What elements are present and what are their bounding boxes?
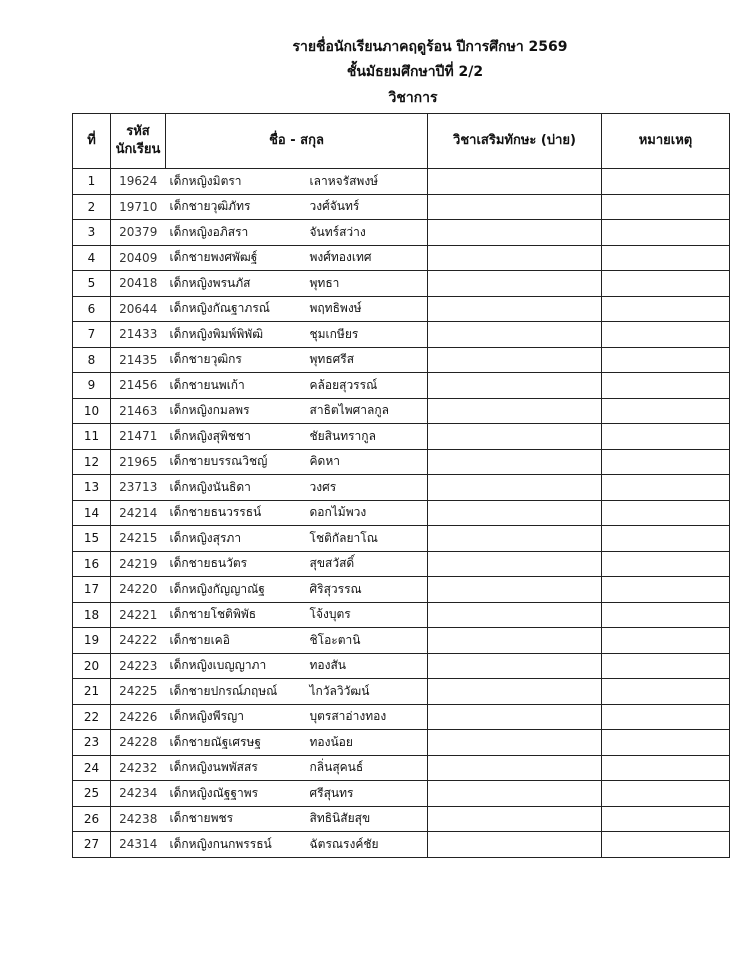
student-last-name: ชุมเกษียร — [309, 326, 359, 341]
student-name-cell — [166, 347, 428, 373]
table-header-row — [73, 114, 730, 169]
table-row — [73, 373, 730, 399]
student-first-name: เด็กหญิงมิตรา — [169, 173, 242, 188]
student-id: 24226 — [111, 704, 166, 730]
student-last-name: สุขสวัสดิ์ — [309, 556, 355, 571]
row-number: 21 — [73, 679, 111, 705]
student-last-name: บุตรสาอ่างทอง — [309, 709, 387, 724]
student-last-name: คล้อยสุวรรณ์ — [309, 377, 378, 392]
row-number: 22 — [73, 704, 111, 730]
row-number: 2 — [73, 194, 111, 220]
subject-cell — [428, 322, 602, 348]
subject-cell — [428, 296, 602, 322]
row-number: 17 — [73, 577, 111, 603]
row-number: 24 — [73, 755, 111, 781]
note-cell — [602, 679, 730, 705]
row-number: 10 — [73, 398, 111, 424]
student-first-name: เด็กหญิงกัญญาณัฐ — [169, 581, 265, 596]
student-name-cell — [166, 194, 428, 220]
student-first-name: เด็กหญิงพิมพ์พิพัฒิ — [169, 326, 264, 341]
table-row — [73, 322, 730, 348]
student-first-name: เด็กชายบรรณวิชญ์ — [169, 454, 268, 469]
note-cell — [602, 322, 730, 348]
student-last-name: พงศ์ทองเทศ — [309, 250, 372, 265]
student-id: 21433 — [111, 322, 166, 348]
subject-cell — [428, 628, 602, 654]
note-cell — [602, 347, 730, 373]
student-last-name: ศิริสุวรรณ — [309, 581, 362, 596]
subject-cell — [428, 832, 602, 858]
note-cell — [602, 526, 730, 552]
row-number: 14 — [73, 500, 111, 526]
student-last-name: จันทร์สว่าง — [309, 224, 366, 239]
table-row — [73, 653, 730, 679]
table-row — [73, 245, 730, 271]
subject-cell — [428, 220, 602, 246]
note-cell — [602, 730, 730, 756]
student-id: 23713 — [111, 475, 166, 501]
table-row — [73, 220, 730, 246]
student-name-cell — [166, 602, 428, 628]
student-id: 24222 — [111, 628, 166, 654]
subject-cell — [428, 577, 602, 603]
student-first-name: เด็กชายธนวัตร — [169, 556, 248, 571]
student-first-name: เด็กหญิงกมลพร — [169, 403, 250, 418]
student-name-cell — [166, 296, 428, 322]
row-number: 9 — [73, 373, 111, 399]
table-row — [73, 806, 730, 832]
student-first-name: เด็กชายวุฒิภัทร — [169, 199, 251, 214]
subject-cell — [428, 271, 602, 297]
student-name-cell — [166, 730, 428, 756]
row-number: 19 — [73, 628, 111, 654]
table-row — [73, 347, 730, 373]
student-id: 21471 — [111, 424, 166, 450]
table-row — [73, 296, 730, 322]
column-header-student-id-line2: นักเรียน — [115, 142, 161, 157]
student-first-name: เด็กหญิงสุพิชชา — [169, 428, 251, 443]
note-cell — [602, 194, 730, 220]
subject-cell — [428, 679, 602, 705]
subject-cell — [428, 781, 602, 807]
note-cell — [602, 551, 730, 577]
row-number: 27 — [73, 832, 111, 858]
subject-cell — [428, 194, 602, 220]
student-id: 24215 — [111, 526, 166, 552]
student-last-name: ฉัตรณรงค์ชัย — [309, 836, 379, 851]
subject-cell — [428, 526, 602, 552]
student-last-name: เลาหจรัสพงษ์ — [309, 173, 379, 188]
subject-cell — [428, 730, 602, 756]
student-name-cell — [166, 424, 428, 450]
table-row — [73, 169, 730, 195]
table-row — [73, 551, 730, 577]
subject-cell — [428, 806, 602, 832]
section-name: วิชาการ — [388, 90, 438, 106]
table-row — [73, 194, 730, 220]
student-last-name: พุทธา — [309, 275, 340, 290]
row-number: 4 — [73, 245, 111, 271]
student-name-cell — [166, 628, 428, 654]
student-first-name: เด็กหญิงพรนภัส — [169, 275, 251, 290]
table-row — [73, 577, 730, 603]
column-header-student-id — [111, 114, 166, 169]
column-header-name: ชื่อ - สกุล — [166, 114, 428, 169]
student-last-name: โจ้งบุตร — [309, 607, 351, 622]
student-last-name: ศรีสุนทร — [309, 785, 354, 800]
student-last-name: ชัยสินทรากูล — [309, 428, 376, 443]
note-cell — [602, 577, 730, 603]
column-header-subject: วิชาเสริมทักษะ (บ่าย) — [428, 114, 602, 169]
column-header-note: หมายเหตุ — [602, 114, 730, 169]
subject-cell — [428, 449, 602, 475]
table-row — [73, 449, 730, 475]
note-cell — [602, 500, 730, 526]
student-id: 20644 — [111, 296, 166, 322]
student-first-name: เด็กชายนพเก้า — [169, 377, 245, 392]
row-number: 15 — [73, 526, 111, 552]
student-roster-table — [72, 113, 730, 858]
note-cell — [602, 296, 730, 322]
note-cell — [602, 704, 730, 730]
student-id: 21965 — [111, 449, 166, 475]
student-id: 24232 — [111, 755, 166, 781]
student-id: 24225 — [111, 679, 166, 705]
student-id: 20379 — [111, 220, 166, 246]
student-name-cell — [166, 526, 428, 552]
student-last-name: สิทธินิสัยสุข — [309, 811, 371, 826]
row-number: 6 — [73, 296, 111, 322]
student-id: 24238 — [111, 806, 166, 832]
student-last-name: คิดหา — [309, 454, 340, 469]
note-cell — [602, 398, 730, 424]
row-number: 26 — [73, 806, 111, 832]
table-row — [73, 832, 730, 858]
student-name-cell — [166, 398, 428, 424]
row-number: 25 — [73, 781, 111, 807]
subject-cell — [428, 551, 602, 577]
student-id: 19710 — [111, 194, 166, 220]
row-number: 20 — [73, 653, 111, 679]
table-row — [73, 602, 730, 628]
subject-cell — [428, 398, 602, 424]
student-id: 24223 — [111, 653, 166, 679]
student-id: 24228 — [111, 730, 166, 756]
subject-cell — [428, 602, 602, 628]
table-row — [73, 679, 730, 705]
row-number: 1 — [73, 169, 111, 195]
note-cell — [602, 628, 730, 654]
row-number: 16 — [73, 551, 111, 577]
subject-cell — [428, 704, 602, 730]
student-last-name: สาธิตไพศาลกูล — [309, 403, 389, 418]
student-id: 21456 — [111, 373, 166, 399]
note-cell — [602, 271, 730, 297]
student-last-name: ดอกไม้พวง — [309, 505, 367, 520]
student-first-name: เด็กหญิงสุรภา — [169, 530, 242, 545]
student-last-name: ทองสัน — [309, 658, 347, 673]
subject-cell — [428, 475, 602, 501]
student-name-cell — [166, 755, 428, 781]
student-id: 20418 — [111, 271, 166, 297]
row-number: 18 — [73, 602, 111, 628]
student-id: 24221 — [111, 602, 166, 628]
column-header-no: ที่ — [73, 114, 111, 169]
student-name-cell — [166, 245, 428, 271]
student-name-cell — [166, 322, 428, 348]
student-name-cell — [166, 653, 428, 679]
note-cell — [602, 602, 730, 628]
student-id: 21463 — [111, 398, 166, 424]
table-row — [73, 475, 730, 501]
table-row — [73, 526, 730, 552]
note-cell — [602, 424, 730, 450]
student-first-name: เด็กหญิงกัณฐาภรณ์ — [169, 301, 270, 316]
student-name-cell — [166, 806, 428, 832]
table-row — [73, 755, 730, 781]
row-number: 3 — [73, 220, 111, 246]
student-first-name: เด็กชายโชติพิพัธ — [169, 607, 257, 622]
class-level: ชั้นมัธยมศึกษาปีที่ 2/2 — [346, 64, 484, 80]
student-first-name: เด็กหญิงณัฐฐาพร — [169, 785, 259, 800]
student-last-name: โชติกัลยาโณ — [309, 530, 378, 545]
note-cell — [602, 220, 730, 246]
row-number: 5 — [73, 271, 111, 297]
student-first-name: เด็กหญิงพีรญา — [169, 709, 244, 724]
student-id: 24314 — [111, 832, 166, 858]
student-first-name: เด็กหญิงอภิสรา — [169, 224, 249, 239]
student-name-cell — [166, 449, 428, 475]
row-number: 8 — [73, 347, 111, 373]
row-number: 13 — [73, 475, 111, 501]
table-row — [73, 500, 730, 526]
student-id: 19624 — [111, 169, 166, 195]
column-header-student-id-line1: รหัส — [126, 124, 150, 139]
student-first-name: เด็กชายพชร — [169, 811, 234, 826]
subject-cell — [428, 347, 602, 373]
table-row — [73, 398, 730, 424]
student-last-name: วงศร — [309, 479, 337, 494]
table-row — [73, 730, 730, 756]
student-id: 24234 — [111, 781, 166, 807]
note-cell — [602, 245, 730, 271]
row-number: 7 — [73, 322, 111, 348]
note-cell — [602, 373, 730, 399]
table-row — [73, 424, 730, 450]
row-number: 23 — [73, 730, 111, 756]
subject-cell — [428, 245, 602, 271]
document-title: รายชื่อนักเรียนภาคฤดูร้อน ปีการศึกษา 2569 — [292, 39, 568, 55]
student-name-cell — [166, 271, 428, 297]
note-cell — [602, 449, 730, 475]
student-id: 24219 — [111, 551, 166, 577]
student-id: 21435 — [111, 347, 166, 373]
student-id: 24214 — [111, 500, 166, 526]
row-number: 12 — [73, 449, 111, 475]
subject-cell — [428, 653, 602, 679]
student-last-name: ทองน้อย — [309, 734, 353, 749]
student-last-name: พุทธศรีส — [309, 352, 355, 367]
subject-cell — [428, 424, 602, 450]
student-first-name: เด็กหญิงนันธิดา — [169, 479, 251, 494]
note-cell — [602, 832, 730, 858]
note-cell — [602, 169, 730, 195]
student-name-cell — [166, 220, 428, 246]
student-name-cell — [166, 373, 428, 399]
student-name-cell — [166, 679, 428, 705]
student-name-cell — [166, 832, 428, 858]
student-first-name: เด็กชายณัฐเศรษฐ — [169, 734, 262, 749]
subject-cell — [428, 500, 602, 526]
student-first-name: เด็กหญิงเบญญาภา — [169, 658, 267, 673]
student-id: 20409 — [111, 245, 166, 271]
table-row — [73, 704, 730, 730]
student-name-cell — [166, 169, 428, 195]
note-cell — [602, 475, 730, 501]
student-last-name: กลิ่นสุคนธ์ — [309, 760, 364, 775]
student-name-cell — [166, 551, 428, 577]
student-first-name: เด็กชายเคอิ — [169, 632, 230, 647]
table-row — [73, 781, 730, 807]
student-last-name: ไกวัลวิวัฒน์ — [309, 683, 370, 698]
student-name-cell — [166, 781, 428, 807]
student-first-name: เด็กชายพงศพัฒฐ์ — [169, 250, 258, 265]
student-name-cell — [166, 500, 428, 526]
student-name-cell — [166, 704, 428, 730]
student-first-name: เด็กชายปกรณ์ภฤษณ์ — [169, 683, 278, 698]
note-cell — [602, 755, 730, 781]
subject-cell — [428, 373, 602, 399]
table-row — [73, 628, 730, 654]
student-name-cell — [166, 475, 428, 501]
student-last-name: ชิโอะตานิ — [309, 632, 361, 647]
table-body — [73, 169, 730, 858]
table-row — [73, 271, 730, 297]
student-first-name: เด็กหญิงกนกพรรธน์ — [169, 836, 272, 851]
subject-cell — [428, 755, 602, 781]
note-cell — [602, 781, 730, 807]
subject-cell — [428, 169, 602, 195]
student-first-name: เด็กหญิงนพพัสสร — [169, 760, 258, 775]
student-name-cell — [166, 577, 428, 603]
note-cell — [602, 653, 730, 679]
student-last-name: พฤทธิพงษ์ — [309, 301, 362, 316]
note-cell — [602, 806, 730, 832]
student-first-name: เด็กชายธนวรรธน์ — [169, 505, 262, 520]
student-id: 24220 — [111, 577, 166, 603]
row-number: 11 — [73, 424, 111, 450]
student-first-name: เด็กชายวุฒิกร — [169, 352, 242, 367]
student-last-name: วงศ์จันทร์ — [309, 199, 360, 214]
